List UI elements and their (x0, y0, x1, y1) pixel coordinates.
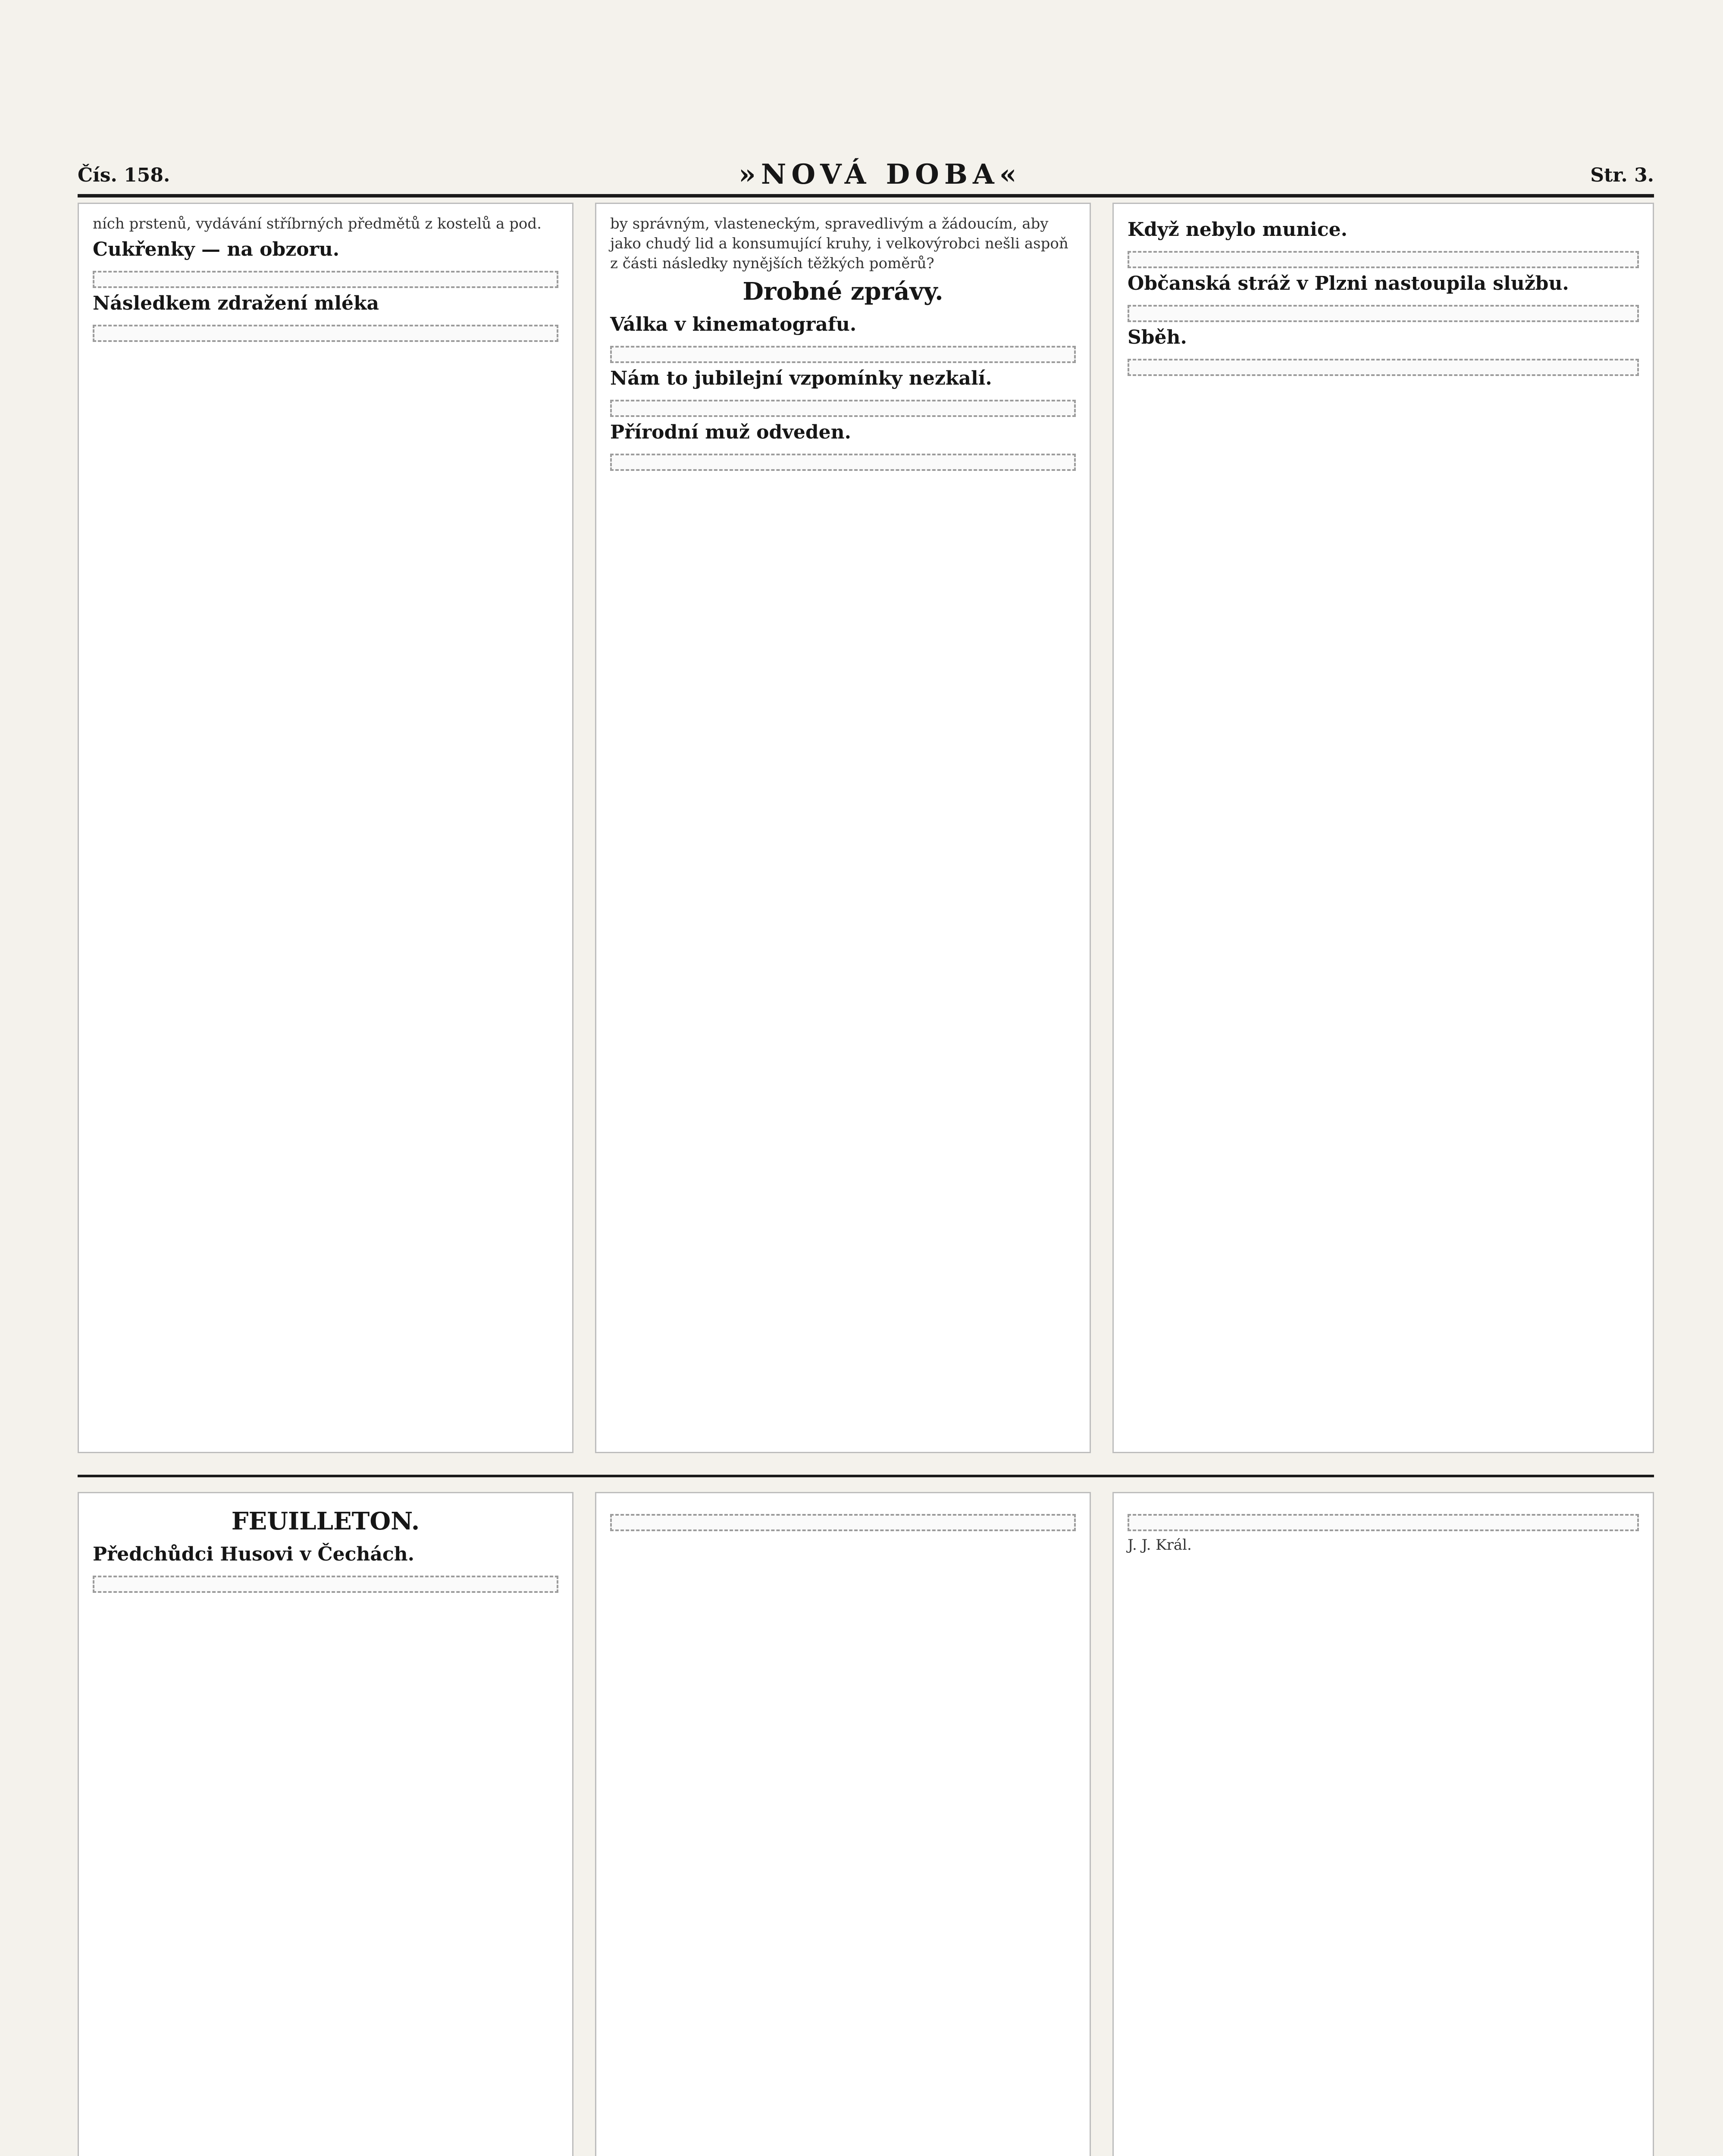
col3-item-2-text (1128, 305, 1639, 322)
col2-item-1-text (610, 346, 1076, 363)
column-6 (1112, 1492, 1654, 2156)
column-3 (1112, 203, 1654, 1453)
col1-top-snippet: ních prstenů, vydávání stříbrných předmětů z kostelů a pod. (93, 215, 542, 232)
col3-item-2-title: Občanská stráž v Plzni nastoupila službu. (1128, 273, 1569, 295)
col5-body (610, 1514, 1076, 1531)
issue-number: Čís. 158. (78, 164, 170, 186)
col1-block-2-title: Následkem zdražení mléka (93, 292, 379, 314)
col2-item-3-text (610, 454, 1076, 471)
col2-top-snippet: by správným, vlasteneckým, spravedlivým a žádoucím, aby jako chudý lid a konsumující kruhy, i velkovýrobci nešli aspoň z části následky nynějších těžkých poměrů? (610, 215, 1068, 272)
column-2 (595, 203, 1091, 1453)
column-1 (78, 203, 573, 1453)
col2-item-1-title: Válka v kinematografu. (610, 313, 857, 335)
feuilleton-body (93, 1576, 558, 1593)
column-4 (78, 1492, 573, 2156)
col2-item-2-title: Nám to jubilejní vzpomínky nezkalí. (610, 367, 992, 389)
feuilleton-subtitle: Předchůdci Husovi v Čechách. (93, 1543, 414, 1565)
col1-block-2-text (93, 325, 558, 342)
col2-section-title: Drobné zprávy. (742, 277, 943, 306)
col3-item-3-title: Sběh. (1128, 326, 1187, 348)
col1-block-1-text (93, 271, 558, 288)
col2-item-2-text (610, 400, 1076, 417)
masthead: »NOVÁ DOBA« (738, 158, 1022, 191)
col3-item-1-text (1128, 251, 1639, 268)
col2-item-3-title: Přírodní muž odveden. (610, 421, 851, 443)
col3-item-3-text (1128, 359, 1639, 376)
page-header (78, 129, 1654, 197)
column-5 (595, 1492, 1091, 2156)
page-number: Str. 3. (1590, 164, 1654, 186)
col6-signature: J. J. Král. (1128, 1536, 1192, 1554)
col3-item-1-title: Když nebylo munice. (1128, 219, 1347, 241)
mid-page-rule (78, 1475, 1654, 1477)
col1-block-1-title: Cukřenky — na obzoru. (93, 238, 340, 260)
feuilleton-title: FEUILLETON. (231, 1507, 420, 1536)
col6-body (1128, 1514, 1639, 1531)
